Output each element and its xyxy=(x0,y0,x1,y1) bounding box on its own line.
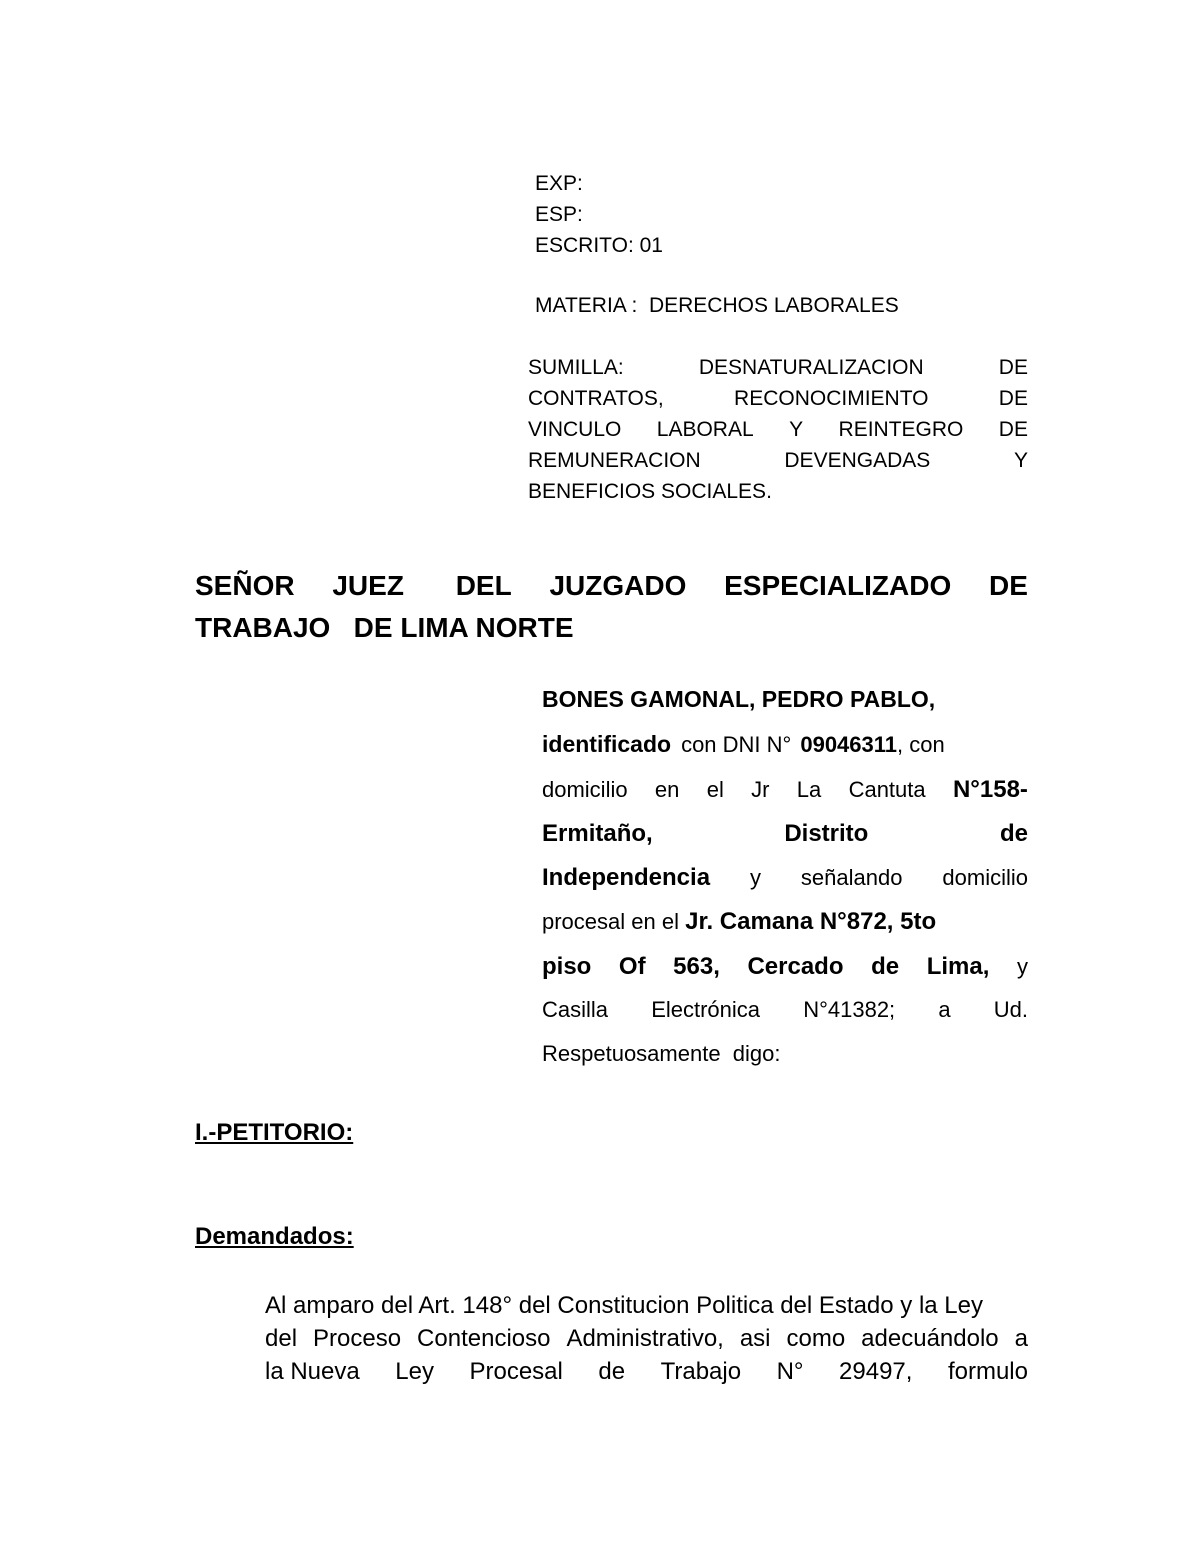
addressee-word: ESPECIALIZADO xyxy=(724,570,952,601)
body-line xyxy=(265,1358,1028,1390)
plaintiff-word: N°158- xyxy=(952,776,1028,803)
plaintiff-word: de xyxy=(871,953,900,980)
plaintiff-word: domicilio xyxy=(942,865,1028,890)
plaintiff-word: Independencia xyxy=(542,864,711,891)
body-word: de xyxy=(598,1358,626,1385)
materia-field: MATERIA : DERECHOS LABORALES xyxy=(535,294,899,317)
body-word: formulo xyxy=(947,1358,1028,1385)
plaintiff-word: Respetuosamente digo: xyxy=(542,1041,781,1066)
plaintiff-word: a xyxy=(938,997,951,1022)
sumilla-word: LABORAL xyxy=(656,418,754,441)
plaintiff-word: Cercado xyxy=(747,953,844,980)
plaintiff-word: Ud. xyxy=(993,997,1028,1022)
sumilla-word: Y xyxy=(789,418,804,441)
plaintiff-word: domicilio xyxy=(542,777,628,802)
body-word: adecuándolo xyxy=(861,1325,999,1352)
plaintiff-word: Jr xyxy=(751,777,770,802)
plaintiff-word: Ermitaño, xyxy=(542,820,653,847)
plaintiff-word: con DNI N° xyxy=(681,732,792,757)
sumilla-word: REINTEGRO xyxy=(838,418,964,441)
sumilla-word: VINCULO xyxy=(528,418,622,441)
plaintiff-word: procesal en el xyxy=(542,909,686,934)
plaintiff-word: Casilla xyxy=(542,997,609,1022)
plaintiff-word: Of xyxy=(618,953,646,980)
sumilla-word: REMUNERACION xyxy=(528,449,701,472)
addressee-line-2: TRABAJO DE LIMA NORTE xyxy=(195,612,574,643)
plaintiff-word: piso xyxy=(542,953,592,980)
plaintiff-word: , con xyxy=(897,732,945,757)
plaintiff-word: Jr. Camana N°872, 5to xyxy=(685,908,937,935)
addressee-word: DEL xyxy=(455,570,512,601)
exp-field: EXP: xyxy=(535,172,583,195)
sumilla-word: DE xyxy=(998,387,1028,410)
plaintiff-word: el xyxy=(706,777,724,802)
plaintiff-word: La xyxy=(796,777,822,802)
plaintiff-word: en xyxy=(654,777,680,802)
body-line xyxy=(265,1325,1028,1357)
plaintiff-word: Electrónica xyxy=(651,997,761,1022)
addressee-word: JUZGADO xyxy=(549,570,687,601)
petitorio-heading: I.-PETITORIO: xyxy=(195,1119,354,1146)
sumilla-word: DESNATURALIZACION xyxy=(698,356,924,379)
body-word: Procesal xyxy=(469,1358,563,1385)
sumilla-word: DEVENGADAS xyxy=(784,449,931,472)
plaintiff-word: N°41382; xyxy=(803,997,896,1022)
body-text: Al amparo del Art. 148° del Constitucion Politica del Estado y la Ley xyxy=(265,1292,983,1319)
sumilla-word: BENEFICIOS SOCIALES. xyxy=(528,480,772,503)
body-word: del xyxy=(265,1325,298,1352)
plaintiff-word: identificado xyxy=(542,731,672,757)
esp-field: ESP: xyxy=(535,203,583,226)
addressee-word: SEÑOR xyxy=(195,570,295,601)
body-word: Proceso xyxy=(313,1325,402,1352)
plaintiff-name-text: BONES GAMONAL, PEDRO PABLO, xyxy=(542,686,936,712)
plaintiff-word: y xyxy=(749,865,761,890)
escrito-field: ESCRITO: 01 xyxy=(535,234,663,257)
body-word: asi xyxy=(739,1325,771,1352)
sumilla-word: CONTRATOS, xyxy=(528,387,664,410)
addressee-word: DE xyxy=(989,570,1028,601)
body-word: Ley xyxy=(395,1358,434,1385)
sumilla-word: DE xyxy=(998,356,1028,379)
plaintiff-word: y xyxy=(1016,954,1028,979)
body-word: 29497, xyxy=(839,1358,913,1385)
sumilla-word: Y xyxy=(1013,449,1028,472)
plaintiff-word: señalando xyxy=(800,865,903,890)
body-line xyxy=(265,1292,1028,1324)
plaintiff-word: de xyxy=(999,820,1028,847)
demandados-heading: Demandados: xyxy=(195,1223,354,1250)
body-word: N° xyxy=(776,1358,804,1385)
body-word: Contencioso xyxy=(417,1325,551,1352)
sumilla-word: DE xyxy=(998,418,1028,441)
dni-number: 09046311 xyxy=(800,732,898,757)
body-paragraph xyxy=(265,0,1028,1400)
addressee-word: JUEZ xyxy=(332,570,404,601)
body-word: Trabajo xyxy=(660,1358,742,1385)
plaintiff-word: Distrito xyxy=(784,820,869,847)
body-word: la Nueva xyxy=(265,1358,360,1385)
plaintiff-word: Lima, xyxy=(926,953,990,980)
plaintiff-word: Cantuta xyxy=(848,777,926,802)
plaintiff-word: 563, xyxy=(673,953,720,980)
body-word: Administrativo, xyxy=(566,1325,724,1352)
sumilla-word: SUMILLA: xyxy=(528,356,624,379)
sumilla-word: RECONOCIMIENTO xyxy=(734,387,929,410)
body-word: como xyxy=(786,1325,846,1352)
body-word: a xyxy=(1014,1325,1028,1352)
